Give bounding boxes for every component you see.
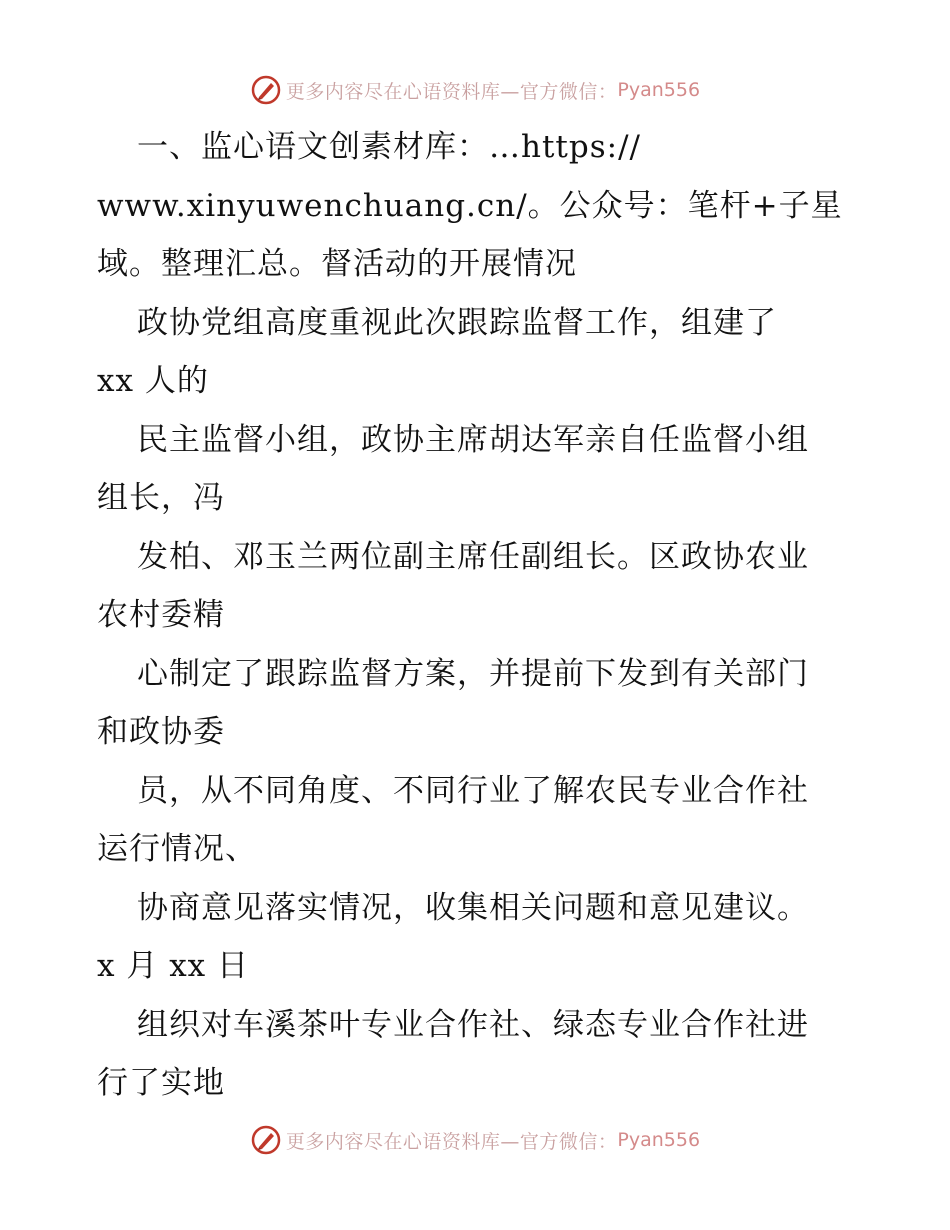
body-line: 和政协委	[97, 714, 225, 750]
footer-wechat-id: Pyan556	[617, 1129, 701, 1151]
header-wechat-id: Pyan556	[617, 79, 701, 101]
body-line: 行了实地	[97, 1065, 225, 1101]
body-line: 协商意见落实情况，收集相关问题和意见建议。	[137, 889, 809, 926]
header-banner-text: 更多内容尽在心语资料库—官方微信：	[285, 80, 618, 103]
body-line: 心制定了跟踪监督方案，并提前下发到有关部门	[137, 655, 809, 692]
header-banner	[0, 70, 950, 110]
body-line: 域。整理汇总。督活动的开展情况	[97, 246, 577, 282]
footer-banner	[0, 1120, 950, 1160]
body-line: 民主监督小组，政协主席胡达军亲自任监督小组	[137, 421, 809, 458]
body-line: 发柏、邓玉兰两位副主席任副组长。区政协农业	[137, 538, 809, 575]
body-line: xx 人的	[97, 363, 209, 399]
document-body	[97, 118, 877, 1113]
pen-logo-icon	[250, 74, 282, 106]
body-line: www.xinyuwenchuang.cn/。公众号：笔杆+子星	[97, 187, 843, 224]
body-line: x 月 xx 日	[97, 948, 250, 984]
body-line: 一、监心语文创素材库：…https://	[137, 129, 641, 165]
body-line: 组织对车溪茶叶专业合作社、绿态专业合作社进	[137, 1006, 809, 1043]
pen-logo-icon	[250, 1124, 282, 1156]
body-line: 组长，冯	[97, 480, 225, 516]
body-line: 员，从不同角度、不同行业了解农民专业合作社	[137, 772, 809, 809]
body-line: 农村委精	[97, 597, 225, 633]
body-line: 运行情况、	[97, 831, 257, 867]
footer-banner-text: 更多内容尽在心语资料库—官方微信：	[285, 1130, 618, 1153]
body-line: 政协党组高度重视此次跟踪监督工作，组建了	[137, 304, 777, 341]
